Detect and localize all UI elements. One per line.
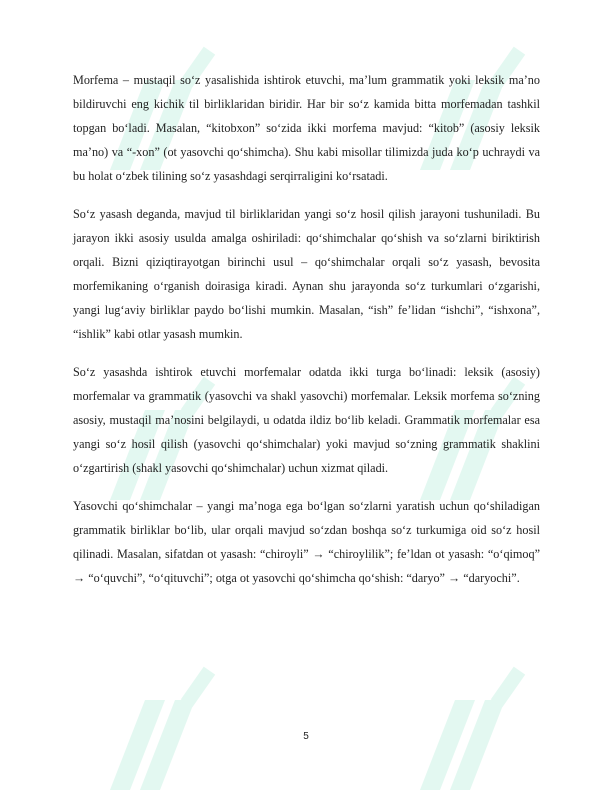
body-text [73, 68, 540, 604]
paragraph: Morfema – mustaqil so‘z yasalishida ishtirok etuvchi, ma’lum grammatik yoki leksik ma’no bildiruvchi eng kichik til birliklaridan biridir. Har bir so‘z kamida bitta morfemadan tashkil topgan bo‘ladi. Masalan, “kitobxon” so‘zida ikki morfema mavjud: “kitob” (asosiy leksik ma’no) va “-xon” (ot yasovchi qo‘shimcha). Shu kabi misollar tilimizda juda ko‘p uchraydi va bu holat o‘zbek tilining so‘z yasashdagi serqirraligini ko‘rsatadi. [73, 73, 540, 183]
paragraph: Yasovchi qo‘shimchalar – yangi ma’noga ega bo‘lgan so‘zlarni yaratish uchun qo‘shiladigan grammatik birliklar bo‘lib, ular orqali mavjud so‘zdan boshqa so‘z turkumiga oid so‘z hosil qilinadi. Masalan, sifatdan ot yasash: “chiroyli” → “chiroylilik”; fe’ldan ot yasash: “o‘qimoq” → “o‘quvchi”, “o‘qituvchi”; otga ot yasovchi qo‘shimcha qo‘shish: “daryo” → “daryochi”. [73, 499, 540, 585]
paragraph: So‘z yasash deganda, mavjud til birliklaridan yangi so‘z hosil qilish jarayoni tushuniladi. Bu jarayon ikki asosiy usulda amalga oshiriladi: qo‘shimchalar qo‘shish va so‘zlarni biriktirish orqali. Bizni qiziqtirayotgan birinchi usul – qo‘shimchalar orqali so‘z yasash, bevosita morfemikaning o‘rganish doirasiga kiradi. Aynan shu jarayonda so‘z turkumlari o‘zgarishi, yangi lug‘aviy birliklar paydo bo‘lishi mumkin. Masalan, “ish” fe’lidan “ishchi”, “ishxona”, “ishlik” kabi otlar yasash mumkin. [73, 207, 540, 341]
page-number: 5 [303, 731, 309, 742]
paragraph: So‘z yasashda ishtirok etuvchi morfemalar odatda ikki turga bo‘linadi: leksik (asosiy) morfemalar va grammatik (yasovchi va shakl yasovchi) morfemalar. Leksik morfema so‘zning asosiy, mustaqil ma’nosini belgilaydi, u odatda ildiz bo‘lib keladi. Grammatik morfemalar esa yangi so‘z hosil qilish (yasovchi qo‘shimchalar) yoki mavjud so‘zning grammatik shaklini o‘zgartirish (shakl yasovchi qo‘shimchalar) uchun xizmat qiladi. [73, 365, 540, 475]
